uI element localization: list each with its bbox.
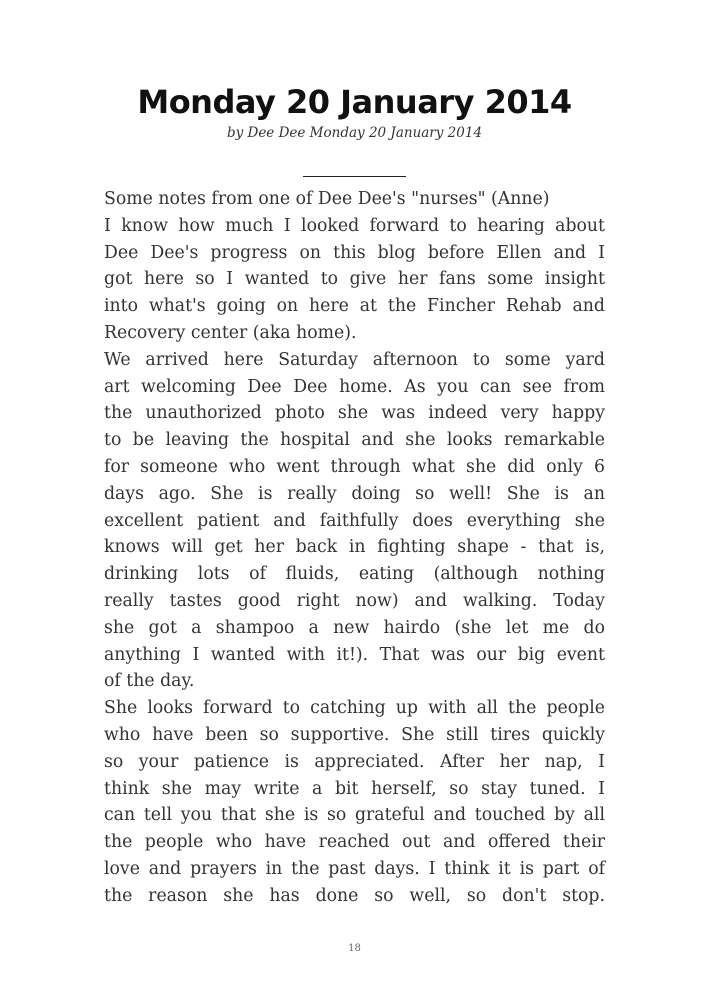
article-body xyxy=(104,186,605,910)
body-line: She looks forward to catching up with all the people xyxy=(104,698,605,719)
body-line: knows will get her back in fighting shape - that is, xyxy=(104,537,605,558)
body-line: Recovery center (aka home). xyxy=(104,322,357,343)
body-line: who have been so supportive. She still tires quickly xyxy=(104,724,605,745)
page-title: Monday 20 January 2014 xyxy=(137,83,572,121)
body-line: We arrived here Saturday afternoon to some yard xyxy=(104,349,605,370)
body-line: I know how much I looked forward to hearing about xyxy=(104,215,605,236)
title-divider xyxy=(303,176,406,177)
body-line: to be leaving the hospital and she looks remarkable xyxy=(104,430,605,451)
body-line: Dee Dee's progress on this blog before Ellen and I xyxy=(104,242,605,263)
body-line: so your patience is appreciated. After her nap, I xyxy=(104,751,605,772)
body-line: into what's going on here at the Fincher Rehab and xyxy=(104,296,605,317)
body-line: the people who have reached out and offered their xyxy=(104,832,605,853)
body-line: can tell you that she is so grateful and touched by all xyxy=(104,805,605,826)
body-line: of the day. xyxy=(104,671,195,692)
body-line: she got a shampoo a new hairdo (she let me do xyxy=(104,617,605,638)
body-line: really tastes good right now) and walking. Today xyxy=(104,590,605,611)
body-line: love and prayers in the past days. I think it is part of xyxy=(104,858,605,879)
body-line: the unauthorized photo she was indeed very happy xyxy=(104,403,605,424)
body-line: got here so I wanted to give her fans some insight xyxy=(104,269,605,290)
body-line: think she may write a bit herself, so stay tuned. I xyxy=(104,778,605,799)
body-line: Some notes from one of Dee Dee's "nurses" (Anne) xyxy=(104,189,550,209)
body-line: drinking lots of fluids, eating (although nothing xyxy=(104,564,605,585)
body-line: days ago. She is really doing so well! She is an xyxy=(104,483,605,504)
page-number: 18 xyxy=(348,943,361,954)
body-line: anything I wanted with it!). That was our big event xyxy=(104,644,605,665)
body-line: for someone who went through what she did only 6 xyxy=(104,456,605,477)
byline: by Dee Dee Monday 20 January 2014 xyxy=(226,125,483,141)
body-line: excellent patient and faithfully does everything she xyxy=(104,510,605,531)
body-line: the reason she has done so well, so don't stop. xyxy=(104,885,605,906)
body-line: art welcoming Dee Dee home. As you can see from xyxy=(104,376,605,397)
